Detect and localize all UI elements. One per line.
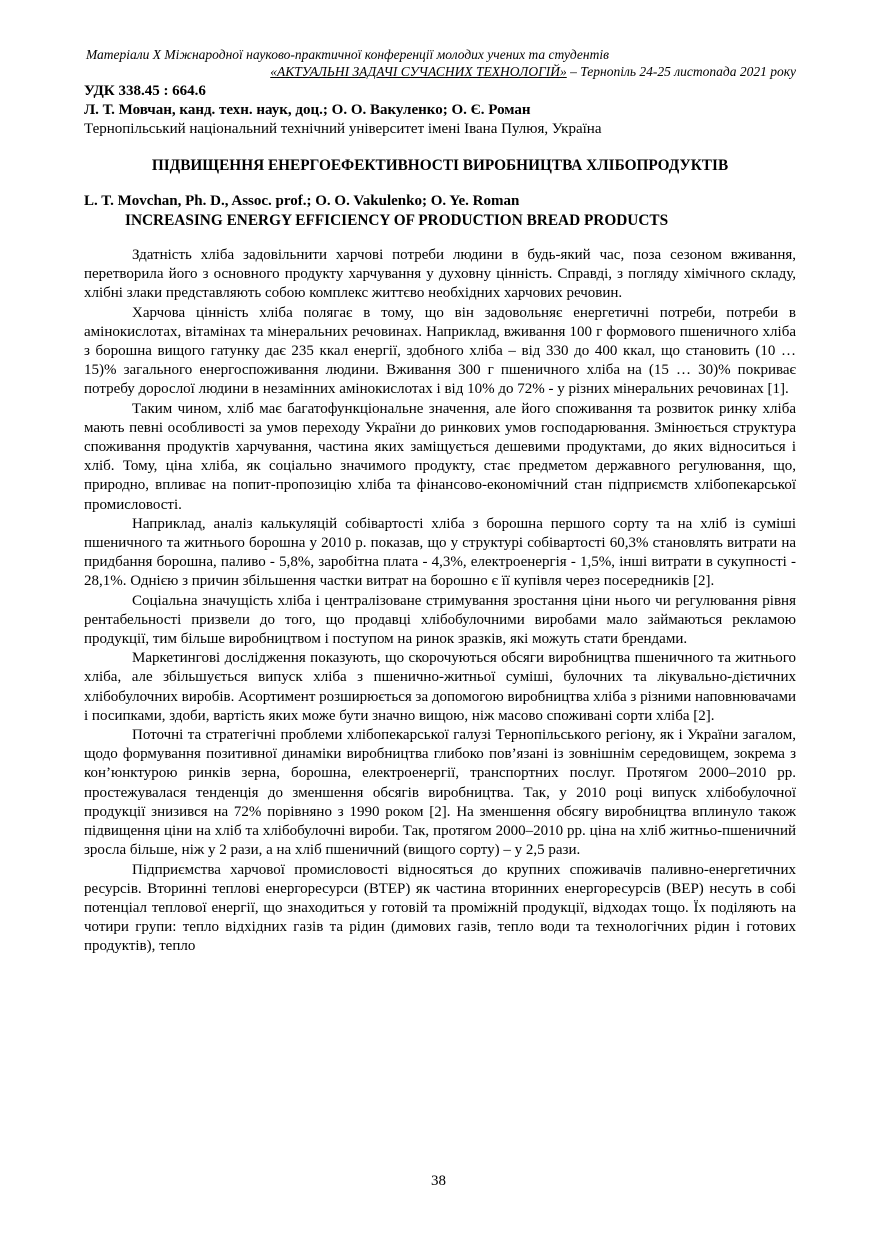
paragraph: Соціальна значущість хліба і централізоване стримування зростання ціни нього чи регулювання рівня рентабельності призвели до того, що продавці хлібобулочними виробами мало займаються рекламою продукції, тим більше виробництвом і поступом на ринок зразків, які можуть стати брендами. <box>84 592 796 648</box>
conference-title-line <box>84 63 796 80</box>
running-header <box>84 46 796 80</box>
title-ua: ПІДВИЩЕННЯ ЕНЕРГОЕФЕКТИВНОСТІ ВИРОБНИЦТВА ХЛІБОПРОДУКТІВ <box>151 157 729 174</box>
conference-line: Матеріали X Міжнародної науково-практичної конференції молодих учених та студентів <box>86 47 609 62</box>
conference-place-date: – Тернопіль 24-25 листопада 2021 року <box>566 64 796 79</box>
title-en: INCREASING ENERGY EFFICIENCY OF PRODUCTION BREAD PRODUCTS <box>125 212 669 229</box>
paragraph: Поточні та стратегічні проблеми хлібопекарської галузі Тернопільського регіону, як і України загалом, щодо формування позитивної динаміки виробництва глибоко пов’язані із зовнішнім середовищем, зокрема з кон’юнктурою ринків зерна, борошна, електроенергії, транспортних послуг. Протягом 2000–2010 рр. простежувалася тенденція до зменшення обсягів виробництва. Так, у 2010 році випуск хлібобулочної продукції знизився на 72% порівняно з 1990 роком [2]. На зменшення обсягу виробництва вплинуло також підвищення ціни на хліб та хлібобулочні вироби. Так, протягом 2000–2010 рр. ціна на хліб житньо-пшеничний зросла більше, ніж у 2 рази, а на хліб пшеничний (вищого сорту) – у 2,5 рази. <box>84 727 796 859</box>
affiliation: Тернопільський національний технічний університет імені Івана Пулюя, Україна <box>84 121 602 137</box>
conference-title: «АКТУАЛЬНІ ЗАДАЧІ СУЧАСНИХ ТЕХНОЛОГІЙ» <box>270 64 567 79</box>
authors-en: L. T. Movchan, Ph. D., Assoc. prof.; O. O. Vakulenko; O. Ye. Roman <box>84 193 520 209</box>
udk-code: УДК 338.45 : 664.6 <box>84 83 206 99</box>
paragraph: Харчова цінність хліба полягає в тому, що він задовольняє енергетичні потреби, потреби в амінокислотах, вітамінах та мінеральних речовинах. Наприклад, вживання 100 г формового пшеничного хліба з борошна вищого гатунку дає 235 ккал енергії, здобного хліба – від 330 до 400 ккал, що становить (10 … 15)% загального енергоспоживання людини. Вживання 300 г пшеничного хліба на (15 … 30)% покриває потребу дорослої людини в незамінних амінокислотах і від 10% до 72% - у різних мінеральних речовинах [1]. <box>84 304 796 398</box>
paper-page <box>84 46 796 957</box>
page-number: 38 <box>431 1173 446 1189</box>
paragraph: Таким чином, хліб має багатофункціональне значення, але його споживання та розвиток ринку хліба мають певні особливості за умов переходу України до ринкових умов господарювання. Змінюється структура споживання продуктів харчування, частина яких заміщується дешевими продуктами, до яких відноситься і хліб. Тому, ціна хліба, як соціально значимого продукту, стає предметом державного регулювання, що, природно, впливає на попит-пропозицію хліба та фінансово-економічний стан підприємств хлібопекарської промисловості. <box>84 400 796 513</box>
paragraph: Здатність хліба задовільнити харчові потреби людини в будь-який час, поза сезоном вживання, перетворила його з основного продукту харчування у духовну цінність. Справді, з погляду хімічного складу, хлібні злаки представляють собою комплекс життєво необхідних харчових речовин. <box>84 247 796 302</box>
paragraph: Наприклад, аналіз калькуляцій собівартості хліба з борошна першого сорту та на хліб із суміші пшеничного та житнього борошна у 2010 р. показав, що у структурі собівартості 60,3% становлять витрати на придбання борошна, паливо - 5,8%, заробітна плата - 4,3%, електроенергія - 1,5%, інші витрати в сукупності - 28,1%. Однією з причин збільшення частки витрат на борошно є її купівля через посередників [2]. <box>84 515 796 590</box>
authors-ua: Л. Т. Мовчан, канд. техн. наук, доц.; О. О. Вакуленко; О. Є. Роман <box>84 102 531 118</box>
paragraph: Маркетингові дослідження показують, що скорочуються обсяги виробництва пшеничного та житнього хліба, але збільшується випуск хліба з пшенично-житньої суміші, булочних та лікувально-дієтичних хлібобулочних виробів. Асортимент розширюється за допомогою виробництва хліба з різними наповнювачами і посипками, здоби, вартість яких може бути значно вищою, ніж масово споживані сорти хліба [2]. <box>84 650 796 724</box>
article-body <box>84 246 796 957</box>
paragraph: Підприємства харчової промисловості відносяться до крупних споживачів паливно-енергетичних ресурсів. Вторинні теплові енергоресурси (ВТЕР) як частина вторинних енергоресурсів (ВЕР) несуть в собі потенціал теплової енергії, що знаходиться у готовій та проміжній продукції, відходах тощо. Їх поділяють на чотири групи: тепло відхідних газів та рідин (димових газів, тепло води та технологічних рідин і готових продуктів), тепло <box>84 861 796 955</box>
